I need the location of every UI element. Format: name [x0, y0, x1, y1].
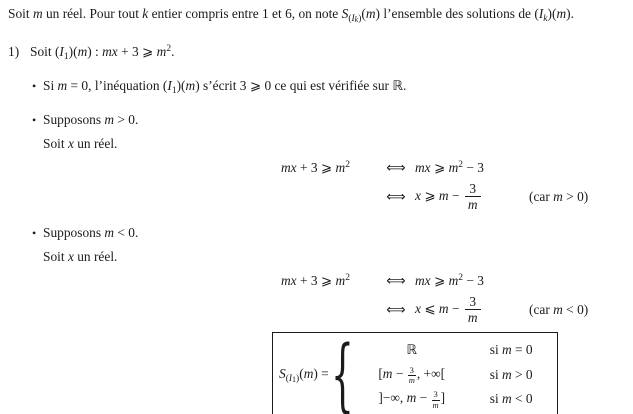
solution-set-lhs: $S_{(I1)}(m)$ =	[279, 365, 329, 384]
interval-text: ]−∞, m −	[378, 390, 431, 406]
small-fraction	[408, 366, 416, 387]
derivation-block-negative	[281, 273, 633, 326]
equivalence-arrow-icon: ⟺	[386, 188, 406, 205]
bullet-case-m-equals-0	[32, 77, 633, 100]
case-condition: si m = 0	[489, 342, 533, 358]
solution-set-box	[272, 327, 558, 414]
bullet-case-m-negative	[32, 224, 633, 242]
fraction-numerator: 3	[433, 388, 438, 399]
bullet-icon: •	[32, 225, 37, 240]
equation-right: mx ⩾ $m^2 - 3$	[415, 160, 484, 176]
enum-item-text: Soit $(I_1)(m)$ : mx + 3 ⩾ $m^2$.	[30, 44, 175, 62]
case-row-m-negative	[348, 388, 551, 409]
equation-text: x ⩾ m −	[415, 187, 463, 204]
fraction-numerator: 3	[465, 294, 481, 310]
side-note: (car m > 0)	[529, 188, 589, 204]
case-row-m-zero	[348, 340, 551, 361]
soit-x-line-positive: Soit x un réel.	[43, 136, 118, 151]
enum-item-1	[8, 40, 633, 66]
interval-text: , +∞[	[416, 365, 446, 381]
cases-list	[348, 340, 551, 409]
small-fraction	[432, 390, 440, 411]
intro-paragraph: Soit m un réel. Pour tout k entier compris entre 1 et 6, on note $S_{(Ik)}(m)$ l’ensemble des solutions de $(I_k)(m)$.	[8, 6, 574, 24]
equivalence-arrow-icon: ⟺	[386, 160, 406, 176]
fraction-denominator: m	[432, 399, 439, 410]
equation-right	[415, 181, 515, 213]
case-expression	[348, 364, 476, 385]
equation-left: mx + 3 ⩾ $m^2$	[281, 160, 350, 176]
case-condition: si m > 0	[489, 366, 533, 382]
side-note: (car m < 0)	[529, 301, 589, 317]
fraction-denominator: m	[408, 375, 415, 386]
bullet-text: Supposons m < 0.	[43, 224, 139, 240]
case-expression	[348, 388, 476, 409]
equation-right: mx ⩾ $m^2 - 3$	[415, 272, 484, 289]
fraction-denominator: m	[467, 197, 478, 213]
bullet-case-m-positive	[32, 111, 633, 129]
soit-x-line-negative: Soit x un réel.	[43, 248, 118, 264]
interval-text: ]	[440, 390, 446, 406]
equivalence-arrow-icon: ⟺	[386, 301, 406, 318]
case-condition: si m < 0	[489, 390, 533, 406]
case-row-m-positive	[348, 364, 551, 385]
fraction	[465, 181, 481, 213]
equivalence-arrow-icon: ⟺	[386, 272, 406, 289]
derivation-block-positive	[281, 160, 633, 213]
equation-left: mx + 3 ⩾ $m^2$	[281, 272, 350, 289]
fraction-numerator: 3	[409, 364, 414, 375]
bullet-text: Supposons m > 0.	[43, 112, 139, 127]
interval-text: [m −	[378, 365, 407, 381]
equation-right	[415, 294, 515, 326]
equation-text: x ⩽ m −	[415, 300, 463, 317]
case-expression: ℝ	[406, 342, 418, 358]
fraction	[465, 294, 481, 326]
enum-item-number: 1)	[8, 44, 20, 59]
bullet-icon: •	[32, 79, 37, 93]
fraction-numerator: 3	[465, 181, 481, 197]
bullet-icon: •	[32, 113, 37, 127]
left-brace-icon: {	[330, 327, 354, 414]
bullet-text: Si m = 0, l’inéquation $(I_1)(m)$ s’écrit 3 ⩾ 0 ce qui est vérifiée sur ℝ.	[43, 78, 407, 96]
fraction-denominator: m	[467, 310, 478, 326]
